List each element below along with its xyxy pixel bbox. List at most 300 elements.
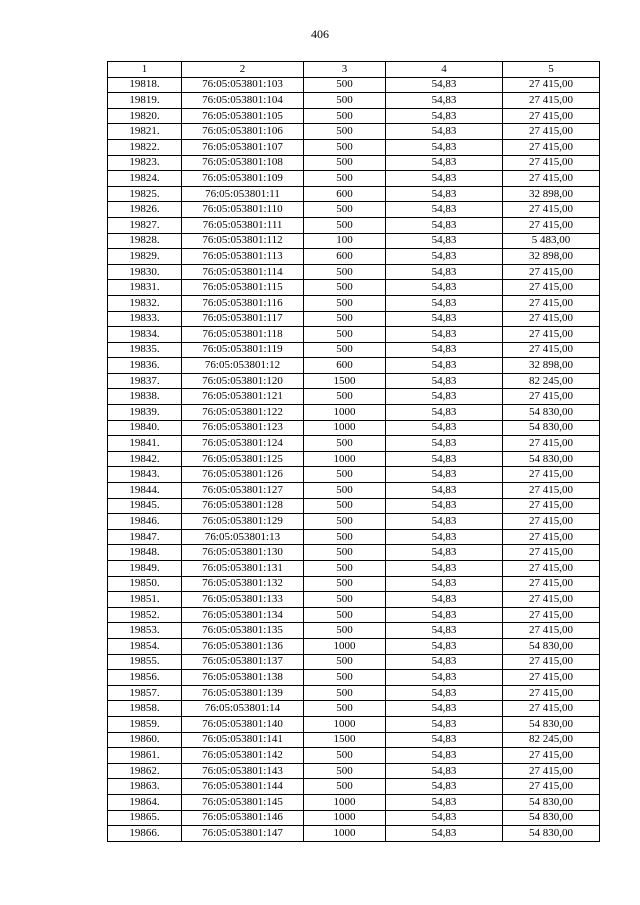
table-cell: 19818. xyxy=(108,77,182,93)
table-cell: 76:05:053801:125 xyxy=(182,451,304,467)
table-cell: 76:05:053801:147 xyxy=(182,826,304,842)
table-cell: 54,83 xyxy=(386,280,503,296)
table-cell: 500 xyxy=(304,779,386,795)
table-cell: 19856. xyxy=(108,670,182,686)
table-cell: 54,83 xyxy=(386,483,503,499)
table-cell: 1000 xyxy=(304,716,386,732)
table-cell: 500 xyxy=(304,607,386,623)
table-row xyxy=(108,93,600,109)
table-cell: 27 415,00 xyxy=(503,202,600,218)
table-cell: 27 415,00 xyxy=(503,592,600,608)
table-row xyxy=(108,264,600,280)
table-cell: 76:05:053801:127 xyxy=(182,483,304,499)
table-row xyxy=(108,451,600,467)
table-cell: 54,83 xyxy=(386,233,503,249)
table-row xyxy=(108,467,600,483)
table-row xyxy=(108,623,600,639)
table-cell: 76:05:053801:131 xyxy=(182,561,304,577)
table-cell: 76:05:053801:135 xyxy=(182,623,304,639)
table-cell: 500 xyxy=(304,295,386,311)
table-cell: 76:05:053801:113 xyxy=(182,249,304,265)
table-row xyxy=(108,436,600,452)
table-cell: 54 830,00 xyxy=(503,638,600,654)
table-cell: 27 415,00 xyxy=(503,342,600,358)
table-cell: 500 xyxy=(304,311,386,327)
table-cell: 19855. xyxy=(108,654,182,670)
table-cell: 76:05:053801:134 xyxy=(182,607,304,623)
table-cell: 19824. xyxy=(108,171,182,187)
table-cell: 54 830,00 xyxy=(503,794,600,810)
table-cell: 500 xyxy=(304,701,386,717)
table-cell: 76:05:053801:105 xyxy=(182,108,304,124)
table-cell: 19829. xyxy=(108,249,182,265)
table-cell: 54,83 xyxy=(386,77,503,93)
table-cell: 76:05:053801:110 xyxy=(182,202,304,218)
table-cell: 19864. xyxy=(108,794,182,810)
table-cell: 54,83 xyxy=(386,171,503,187)
table-cell: 19848. xyxy=(108,545,182,561)
table-cell: 54,83 xyxy=(386,93,503,109)
table-row xyxy=(108,327,600,343)
table-cell: 27 415,00 xyxy=(503,155,600,171)
table-cell: 27 415,00 xyxy=(503,701,600,717)
table-cell: 76:05:053801:109 xyxy=(182,171,304,187)
table-row xyxy=(108,498,600,514)
table-cell: 54,83 xyxy=(386,264,503,280)
table-row xyxy=(108,716,600,732)
table-row xyxy=(108,77,600,93)
table-cell: 1000 xyxy=(304,420,386,436)
table-cell: 54,83 xyxy=(386,342,503,358)
table-cell: 76:05:053801:11 xyxy=(182,186,304,202)
table-row xyxy=(108,779,600,795)
table-cell: 500 xyxy=(304,561,386,577)
table-cell: 54,83 xyxy=(386,467,503,483)
table-cell: 1000 xyxy=(304,451,386,467)
table-cell: 32 898,00 xyxy=(503,358,600,374)
table-cell: 19825. xyxy=(108,186,182,202)
table-cell: 500 xyxy=(304,670,386,686)
table-cell: 19822. xyxy=(108,139,182,155)
table-cell: 19846. xyxy=(108,514,182,530)
table-cell: 19850. xyxy=(108,576,182,592)
column-header: 5 xyxy=(503,62,600,78)
table-cell: 27 415,00 xyxy=(503,514,600,530)
table-cell: 500 xyxy=(304,514,386,530)
table-cell: 54 830,00 xyxy=(503,405,600,421)
table-cell: 54,83 xyxy=(386,576,503,592)
table-cell: 19820. xyxy=(108,108,182,124)
table-row xyxy=(108,186,600,202)
table-cell: 500 xyxy=(304,436,386,452)
table-cell: 76:05:053801:128 xyxy=(182,498,304,514)
table-row xyxy=(108,342,600,358)
table-cell: 76:05:053801:138 xyxy=(182,670,304,686)
table-cell: 76:05:053801:141 xyxy=(182,732,304,748)
table-cell: 1500 xyxy=(304,732,386,748)
table-cell: 76:05:053801:132 xyxy=(182,576,304,592)
table-row xyxy=(108,280,600,296)
column-header: 1 xyxy=(108,62,182,78)
table-cell: 500 xyxy=(304,217,386,233)
table-cell: 76:05:053801:114 xyxy=(182,264,304,280)
table-cell: 19842. xyxy=(108,451,182,467)
table-cell: 19843. xyxy=(108,467,182,483)
table-cell: 54,83 xyxy=(386,623,503,639)
table-cell: 19827. xyxy=(108,217,182,233)
table-cell: 54,83 xyxy=(386,638,503,654)
table-row xyxy=(108,420,600,436)
table-cell: 54,83 xyxy=(386,732,503,748)
table-cell: 100 xyxy=(304,233,386,249)
table-cell: 76:05:053801:136 xyxy=(182,638,304,654)
table-cell: 19832. xyxy=(108,295,182,311)
table-cell: 19821. xyxy=(108,124,182,140)
table-cell: 76:05:053801:126 xyxy=(182,467,304,483)
table-cell: 27 415,00 xyxy=(503,483,600,499)
table-cell: 19858. xyxy=(108,701,182,717)
table-cell: 500 xyxy=(304,483,386,499)
table-cell: 19837. xyxy=(108,373,182,389)
table-cell: 76:05:053801:142 xyxy=(182,748,304,764)
table-cell: 500 xyxy=(304,139,386,155)
table-cell: 54 830,00 xyxy=(503,810,600,826)
table-cell: 54,83 xyxy=(386,514,503,530)
table-row xyxy=(108,373,600,389)
table-cell: 54,83 xyxy=(386,295,503,311)
table-cell: 27 415,00 xyxy=(503,436,600,452)
table-row xyxy=(108,514,600,530)
table-header-row xyxy=(108,62,600,78)
table-cell: 19834. xyxy=(108,327,182,343)
table-cell: 500 xyxy=(304,280,386,296)
table-cell: 54,83 xyxy=(386,155,503,171)
table-cell: 54,83 xyxy=(386,124,503,140)
table-cell: 32 898,00 xyxy=(503,186,600,202)
table-cell: 19838. xyxy=(108,389,182,405)
table-cell: 500 xyxy=(304,264,386,280)
table-cell: 76:05:053801:13 xyxy=(182,529,304,545)
table-cell: 27 415,00 xyxy=(503,763,600,779)
column-header: 3 xyxy=(304,62,386,78)
table-cell: 19830. xyxy=(108,264,182,280)
table-cell: 54,83 xyxy=(386,420,503,436)
table-cell: 19819. xyxy=(108,93,182,109)
table-cell: 76:05:053801:145 xyxy=(182,794,304,810)
table-cell: 54,83 xyxy=(386,529,503,545)
table-cell: 76:05:053801:130 xyxy=(182,545,304,561)
table-cell: 500 xyxy=(304,202,386,218)
table-cell: 27 415,00 xyxy=(503,654,600,670)
table-cell: 500 xyxy=(304,529,386,545)
table-cell: 500 xyxy=(304,77,386,93)
table-cell: 54,83 xyxy=(386,373,503,389)
table-cell: 76:05:053801:14 xyxy=(182,701,304,717)
table-body xyxy=(108,77,600,841)
table-cell: 54,83 xyxy=(386,545,503,561)
table-cell: 76:05:053801:137 xyxy=(182,654,304,670)
table-cell: 500 xyxy=(304,155,386,171)
table-row xyxy=(108,607,600,623)
table-cell: 19841. xyxy=(108,436,182,452)
table-cell: 19828. xyxy=(108,233,182,249)
table-cell: 1000 xyxy=(304,794,386,810)
table-row xyxy=(108,249,600,265)
table-cell: 54,83 xyxy=(386,139,503,155)
table-row xyxy=(108,748,600,764)
table-cell: 54,83 xyxy=(386,810,503,826)
table-cell: 54,83 xyxy=(386,794,503,810)
table-cell: 500 xyxy=(304,108,386,124)
table-cell: 54,83 xyxy=(386,358,503,374)
table-cell: 54,83 xyxy=(386,561,503,577)
table-cell: 54 830,00 xyxy=(503,826,600,842)
table-cell: 19839. xyxy=(108,405,182,421)
table-row xyxy=(108,529,600,545)
table-cell: 27 415,00 xyxy=(503,171,600,187)
table-row xyxy=(108,202,600,218)
table-cell: 600 xyxy=(304,186,386,202)
table-cell: 54,83 xyxy=(386,311,503,327)
table-cell: 600 xyxy=(304,249,386,265)
table-cell: 76:05:053801:129 xyxy=(182,514,304,530)
table-cell: 500 xyxy=(304,327,386,343)
table-cell: 54,83 xyxy=(386,607,503,623)
table-cell: 19831. xyxy=(108,280,182,296)
table-cell: 76:05:053801:115 xyxy=(182,280,304,296)
table-cell: 19844. xyxy=(108,483,182,499)
table-cell: 54,83 xyxy=(386,186,503,202)
table-cell: 76:05:053801:146 xyxy=(182,810,304,826)
table-row xyxy=(108,732,600,748)
table-row xyxy=(108,763,600,779)
table-cell: 76:05:053801:117 xyxy=(182,311,304,327)
table-cell: 19859. xyxy=(108,716,182,732)
table-cell: 76:05:053801:133 xyxy=(182,592,304,608)
table-cell: 27 415,00 xyxy=(503,561,600,577)
table-cell: 27 415,00 xyxy=(503,280,600,296)
table-cell: 27 415,00 xyxy=(503,545,600,561)
table-cell: 1000 xyxy=(304,405,386,421)
table-cell: 27 415,00 xyxy=(503,124,600,140)
table-cell: 500 xyxy=(304,685,386,701)
table-cell: 27 415,00 xyxy=(503,295,600,311)
table-cell: 19854. xyxy=(108,638,182,654)
table-cell: 19866. xyxy=(108,826,182,842)
table-cell: 27 415,00 xyxy=(503,217,600,233)
table-cell: 19835. xyxy=(108,342,182,358)
table-row xyxy=(108,638,600,654)
table-cell: 27 415,00 xyxy=(503,670,600,686)
table-row xyxy=(108,171,600,187)
table-cell: 500 xyxy=(304,763,386,779)
table-cell: 500 xyxy=(304,592,386,608)
data-table xyxy=(107,61,600,842)
table-cell: 76:05:053801:119 xyxy=(182,342,304,358)
table-cell: 5 483,00 xyxy=(503,233,600,249)
table-cell: 54,83 xyxy=(386,202,503,218)
table-cell: 54,83 xyxy=(386,779,503,795)
table-cell: 19863. xyxy=(108,779,182,795)
table-cell: 27 415,00 xyxy=(503,108,600,124)
table-cell: 54,83 xyxy=(386,654,503,670)
table-cell: 19849. xyxy=(108,561,182,577)
table-cell: 1000 xyxy=(304,638,386,654)
table-row xyxy=(108,545,600,561)
table-cell: 54,83 xyxy=(386,249,503,265)
table-cell: 76:05:053801:123 xyxy=(182,420,304,436)
table-cell: 19862. xyxy=(108,763,182,779)
table-cell: 54,83 xyxy=(386,592,503,608)
table-cell: 500 xyxy=(304,498,386,514)
table-cell: 54 830,00 xyxy=(503,451,600,467)
table-cell: 19847. xyxy=(108,529,182,545)
table-cell: 32 898,00 xyxy=(503,249,600,265)
table-cell: 500 xyxy=(304,654,386,670)
table-row xyxy=(108,654,600,670)
table-cell: 54,83 xyxy=(386,405,503,421)
table-cell: 76:05:053801:144 xyxy=(182,779,304,795)
table-row xyxy=(108,701,600,717)
table-cell: 76:05:053801:140 xyxy=(182,716,304,732)
column-header: 2 xyxy=(182,62,304,78)
table-cell: 27 415,00 xyxy=(503,467,600,483)
table-cell: 54,83 xyxy=(386,748,503,764)
table-row xyxy=(108,155,600,171)
table-cell: 27 415,00 xyxy=(503,779,600,795)
table-cell: 76:05:053801:12 xyxy=(182,358,304,374)
table-cell: 27 415,00 xyxy=(503,77,600,93)
table-cell: 500 xyxy=(304,389,386,405)
page-number: 406 xyxy=(311,27,329,41)
table-cell: 54,83 xyxy=(386,498,503,514)
table-cell: 76:05:053801:121 xyxy=(182,389,304,405)
table-cell: 1000 xyxy=(304,826,386,842)
table-row xyxy=(108,311,600,327)
table-cell: 54,83 xyxy=(386,436,503,452)
table-row xyxy=(108,670,600,686)
table-cell: 19853. xyxy=(108,623,182,639)
table-cell: 500 xyxy=(304,748,386,764)
table-cell: 82 245,00 xyxy=(503,732,600,748)
table-cell: 54,83 xyxy=(386,763,503,779)
table-cell: 76:05:053801:122 xyxy=(182,405,304,421)
table-cell: 27 415,00 xyxy=(503,139,600,155)
table-cell: 76:05:053801:111 xyxy=(182,217,304,233)
table-cell: 76:05:053801:143 xyxy=(182,763,304,779)
table-cell: 76:05:053801:106 xyxy=(182,124,304,140)
table-row xyxy=(108,592,600,608)
table-row xyxy=(108,826,600,842)
table-row xyxy=(108,483,600,499)
table-row xyxy=(108,794,600,810)
table-row xyxy=(108,217,600,233)
table-cell: 500 xyxy=(304,576,386,592)
table-cell: 27 415,00 xyxy=(503,748,600,764)
table-row xyxy=(108,685,600,701)
table-cell: 54,83 xyxy=(386,826,503,842)
table-cell: 19861. xyxy=(108,748,182,764)
table-cell: 27 415,00 xyxy=(503,327,600,343)
table-row xyxy=(108,233,600,249)
table-cell: 27 415,00 xyxy=(503,311,600,327)
table-cell: 76:05:053801:104 xyxy=(182,93,304,109)
table-cell: 500 xyxy=(304,623,386,639)
table-cell: 27 415,00 xyxy=(503,529,600,545)
table-cell: 500 xyxy=(304,342,386,358)
table-cell: 76:05:053801:103 xyxy=(182,77,304,93)
table-cell: 54,83 xyxy=(386,451,503,467)
table-cell: 27 415,00 xyxy=(503,93,600,109)
table-cell: 76:05:053801:120 xyxy=(182,373,304,389)
table-row xyxy=(108,295,600,311)
table-cell: 500 xyxy=(304,545,386,561)
table-cell: 82 245,00 xyxy=(503,373,600,389)
table-row xyxy=(108,405,600,421)
table-cell: 27 415,00 xyxy=(503,389,600,405)
table-cell: 19860. xyxy=(108,732,182,748)
table-cell: 76:05:053801:116 xyxy=(182,295,304,311)
table-row xyxy=(108,108,600,124)
table-cell: 76:05:053801:112 xyxy=(182,233,304,249)
table-cell: 27 415,00 xyxy=(503,607,600,623)
table-cell: 500 xyxy=(304,93,386,109)
table-cell: 500 xyxy=(304,171,386,187)
table-row xyxy=(108,561,600,577)
table-cell: 54,83 xyxy=(386,389,503,405)
table-cell: 54 830,00 xyxy=(503,420,600,436)
table-cell: 54,83 xyxy=(386,327,503,343)
table-cell: 19833. xyxy=(108,311,182,327)
table-cell: 54,83 xyxy=(386,217,503,233)
table-cell: 76:05:053801:118 xyxy=(182,327,304,343)
table-cell: 19851. xyxy=(108,592,182,608)
table-row xyxy=(108,139,600,155)
table-cell: 1000 xyxy=(304,810,386,826)
table-cell: 27 415,00 xyxy=(503,576,600,592)
table-cell: 19857. xyxy=(108,685,182,701)
table-cell: 76:05:053801:107 xyxy=(182,139,304,155)
table-row xyxy=(108,810,600,826)
table-row xyxy=(108,576,600,592)
table-cell: 1500 xyxy=(304,373,386,389)
table-cell: 54 830,00 xyxy=(503,716,600,732)
table-cell: 54,83 xyxy=(386,716,503,732)
table-cell: 54,83 xyxy=(386,685,503,701)
table-row xyxy=(108,358,600,374)
table-cell: 19826. xyxy=(108,202,182,218)
table-cell: 19865. xyxy=(108,810,182,826)
table-cell: 54,83 xyxy=(386,108,503,124)
table-cell: 76:05:053801:139 xyxy=(182,685,304,701)
table-cell: 27 415,00 xyxy=(503,623,600,639)
table-cell: 27 415,00 xyxy=(503,264,600,280)
table-cell: 27 415,00 xyxy=(503,685,600,701)
table-cell: 76:05:053801:124 xyxy=(182,436,304,452)
table-cell: 19836. xyxy=(108,358,182,374)
table-row xyxy=(108,124,600,140)
table-cell: 600 xyxy=(304,358,386,374)
table-cell: 76:05:053801:108 xyxy=(182,155,304,171)
table-row xyxy=(108,389,600,405)
table-cell: 500 xyxy=(304,467,386,483)
table-cell: 19840. xyxy=(108,420,182,436)
table-cell: 54,83 xyxy=(386,670,503,686)
table-cell: 19845. xyxy=(108,498,182,514)
table-cell: 500 xyxy=(304,124,386,140)
column-header: 4 xyxy=(386,62,503,78)
table-cell: 27 415,00 xyxy=(503,498,600,514)
